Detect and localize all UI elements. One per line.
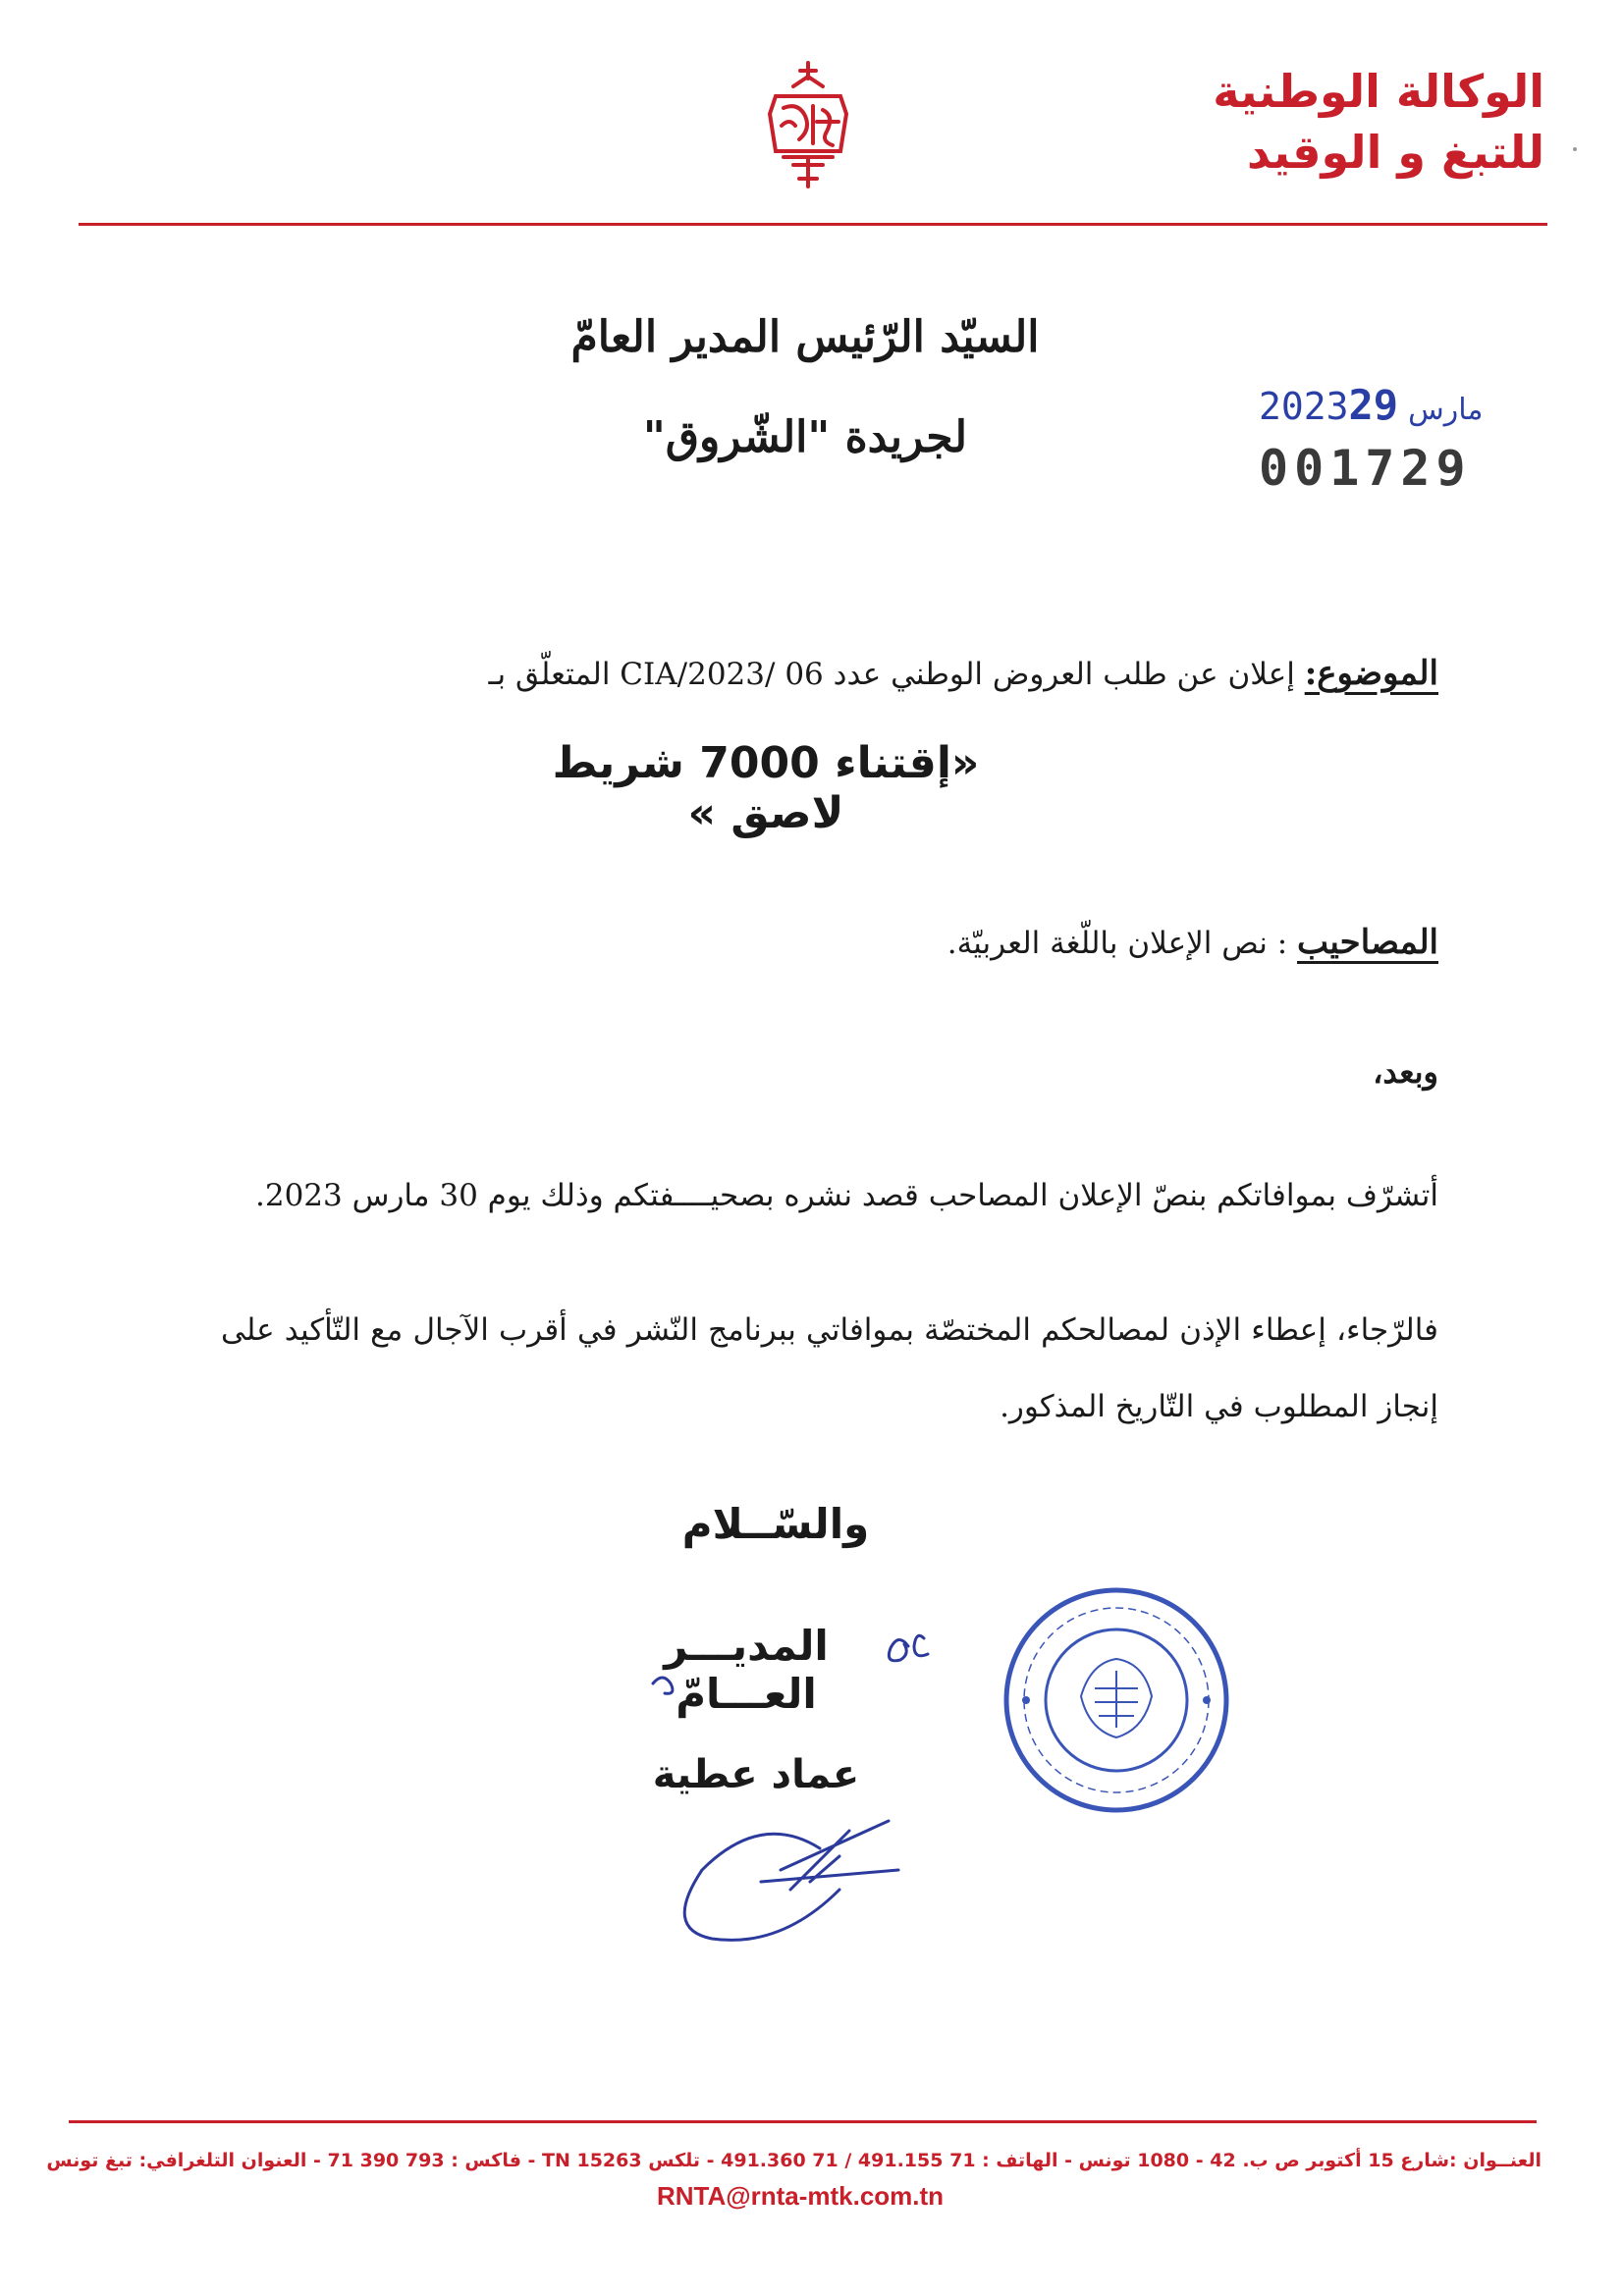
organization-name-line2: للتبغ و الوقيد [1247, 126, 1544, 179]
addressee-line2: لجريدة "الشّروق" [642, 412, 968, 462]
stamp-year: 2023 [1259, 385, 1349, 428]
subject-text: إعلان عن طلب العروض الوطني عدد 06 /2023/CIA المتعلّق بـ [488, 657, 1295, 692]
rnta-logo-icon [754, 57, 862, 194]
subject-title: «إقتناء 7000 شريط لاصق » [552, 738, 980, 838]
signatory-title: المديـــر العـــامّ [664, 1622, 829, 1718]
stamp-month: مارس [1408, 393, 1484, 427]
greeting: وبعد، [1373, 1053, 1438, 1091]
scan-speck [1573, 147, 1577, 151]
official-seal-icon [997, 1580, 1237, 1821]
header-divider [79, 223, 1547, 226]
handwritten-signature [643, 1625, 957, 1958]
signatory-name: عماد عطية [652, 1752, 860, 1797]
organization-name-line1: الوكالة الوطنية [1213, 65, 1544, 118]
footer-divider [69, 2120, 1537, 2123]
received-date-stamp [1259, 381, 1492, 429]
subject-label: الموضوع: [1304, 654, 1438, 693]
body-paragraph-2: فالرّجاء، إعطاء الإذن لمصالحكم المختصّة بموافاتي ببرنامج النّشر في أقرب الآجال مع التّأكيد على إنجاز المطلوب في التّاريخ المذكور. [221, 1312, 1438, 1424]
attachments-text: : نص الإعلان باللّغة العربيّة. [947, 926, 1288, 961]
footer-address: العنــوان :شارع 15 أكتوبر ص ب. 42 - 1080 تونس - الهاتف : 71 491.155 / 71 491.360 - تلكس TN 15263 - فاكس : 793 390 71 - العنوان التلغرافي: تبغ تونس [46, 2150, 1542, 2171]
body-paragraph-1: أتشرّف بموافاتكم بنصّ الإعلان المصاحب قصد نشره بصحيــــفتكم وذلك يوم 30 مارس 2023. [255, 1178, 1438, 1213]
addressee-line1: السيّد الرّئيس المدير العامّ [570, 312, 1040, 362]
attachments-line [162, 921, 1438, 965]
stamp-day: 29 [1348, 381, 1399, 429]
attachments-label: المصاحيب [1297, 923, 1438, 962]
organization-name [1213, 61, 1544, 183]
footer-email-link[interactable]: RNTA@rnta-mtk.com.tn [656, 2181, 945, 2211]
closing-salutation: والسّــلام [681, 1500, 870, 1548]
registration-number: 001729 [1259, 440, 1472, 497]
subject-line [162, 652, 1438, 696]
